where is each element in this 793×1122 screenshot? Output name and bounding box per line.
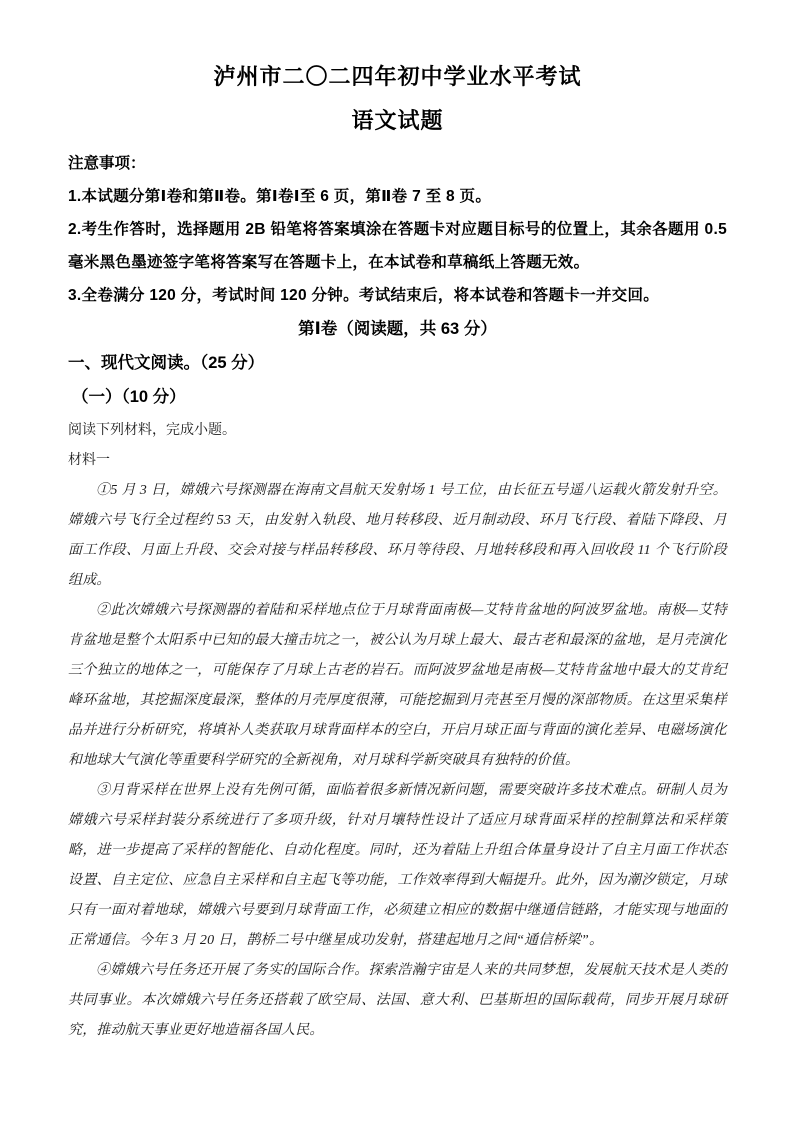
subsection-heading: （一）（10 分）	[72, 388, 186, 406]
material-paragraph-2: ②此次嫦娥六号探测器的着陆和采样地点位于月球背面南极—艾特肯盆地的阿波罗盆地。南极—艾特肯盆地是整个太阳系中已知的最大撞击坑之一，被公认为月球上最大、最古老和最深的盆地，是月壳演化三个独立的地体之一，可能保存了月球上古老的岩石。而阿波罗盆地是南极—艾特肯盆地中最大的艾肯纪峰环盆地，其挖掘深度最深，整体的月壳厚度很薄，可能挖掘到月壳甚至月慢的深部物质。在这里采集样品并进行分析研究，将填补人类获取月球背面样本的空白，开启月球正面与背面的演化差异、电磁场演化和地球大气演化等重要科学研究的全新视角，对月球科学新突破具有独特的价值。	[68, 603, 727, 768]
material-paragraph-4: ④嫦娥六号任务还开展了务实的国际合作。探索浩瀚宇宙是人来的共同梦想，发展航天技术是人类的共同事业。本次嫦娥六号任务还搭载了欧空局、法国、意大利、巴基斯坦的国际载荷，同步开展月球研究，推动航天事业更好地造福各国人民。	[68, 963, 727, 1038]
material-body	[68, 476, 727, 1046]
page-subtitle: 语文试题	[351, 108, 444, 133]
reading-instruction: 阅读下列材料，完成小题。	[68, 423, 236, 438]
page-title: 泸州市二〇二四年初中学业水平考试	[213, 64, 582, 89]
notices-block	[68, 147, 727, 312]
volume-heading: 第Ⅰ卷（阅读题，共 63 分）	[298, 320, 497, 338]
material-label: 材料一	[68, 453, 110, 468]
notice-item-2: 2.考生作答时，选择题用 2B 铅笔将答案填涂在答题卡对应题目标号的位置上，其余各题用 0.5 毫米黑色墨迹签字笔将答案写在答题卡上，在本试卷和草稿纸上答题无效。	[68, 221, 727, 271]
notice-item-1: 1.本试题分第Ⅰ卷和第Ⅱ卷。第Ⅰ卷Ⅰ至 6 页，第Ⅱ卷 7 至 8 页。	[68, 188, 492, 205]
material-paragraph-3: ③月背采样在世界上没有先例可循，面临着很多新情况新问题，需要突破许多技术难点。研制人员为嫦娥六号采样封装分系统进行了多项升级，针对月壤特性设计了适应月球背面采样的控制算法和采样策略，进一步提高了采样的智能化、自动化程度。同时，还为着陆上升组合体量身设计了自主月面工作状态设置、自主定位、应急自主采样和自主起飞等功能，工作效率得到大幅提升。此外，因为潮汐锁定，月球只有一面对着地球，嫦娥六号要到月球背面工作，必须建立相应的数据中继通信链路，才能实现与地面的正常通信。今年 3 月 20 日，鹊桥二号中继星成功发射，搭建起地月之间“通信桥梁”。	[68, 783, 727, 948]
part-heading: 一、现代文阅读。（25 分）	[68, 354, 265, 372]
notice-item-3: 3.全卷满分 120 分，考试时间 120 分钟。考试结束后，将本试卷和答题卡一并交回。	[68, 287, 660, 304]
material-paragraph-1: ①5 月 3 日，嫦娥六号探测器在海南文昌航天发射场 1 号工位，由长征五号遥八运载火箭发射升空。嫦娥六号飞行全过程约 53 天，由发射入轨段、地月转移段、近月制动段、环月飞行段、着陆下降段、月面工作段、月面上升段、交会对接与样品转移段、环月等待段、月地转移段和再入回收段 11 个飞行阶段组成。	[68, 483, 727, 588]
notices-heading: 注意事项：	[68, 155, 146, 172]
